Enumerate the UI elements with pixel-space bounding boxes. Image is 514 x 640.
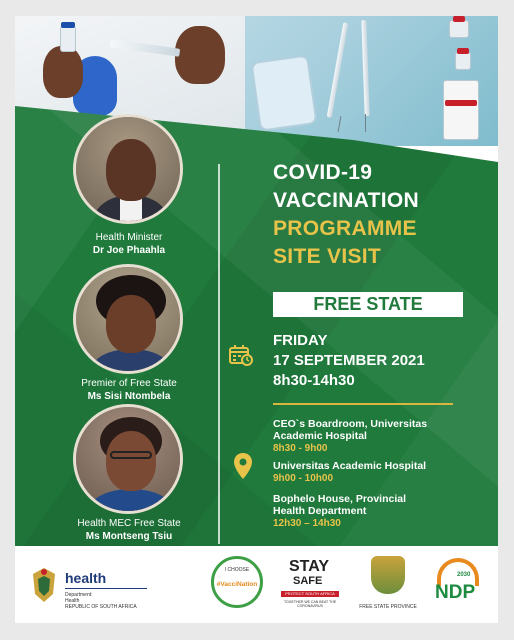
venue-time: 9h00 - 10h00 <box>273 473 334 484</box>
syringe <box>327 22 349 117</box>
event-day: FRIDAY <box>273 332 328 349</box>
event-time: 8h30-14h30 <box>273 372 355 389</box>
vaccine-box <box>443 80 479 140</box>
safe-word: SAFE <box>293 575 323 587</box>
health-subtext: REPUBLIC OF SOUTH AFRICA <box>65 604 137 610</box>
gold-divider <box>273 403 453 405</box>
person-name: Ms Sisi Ntombela <box>87 391 171 402</box>
vaccine-vial <box>455 52 471 70</box>
headline-line: VACCINATION <box>273 189 420 212</box>
venue-name: CEO`s Boardroom, Universitas <box>273 418 428 430</box>
provincial-crest-icon <box>371 556 405 594</box>
free-state-province-logo <box>357 556 419 616</box>
event-date: 17 SEPTEMBER 2021 <box>273 352 425 369</box>
portrait-premier <box>73 264 183 374</box>
free-state-label: FREE STATE PROVINCE <box>359 604 417 610</box>
person-title: Health MEC Free State <box>77 518 181 529</box>
ndp-wordmark: NDP <box>435 582 476 603</box>
venue-name: Universitas Academic Hospital <box>273 460 427 472</box>
portrait-health-minister <box>73 114 183 224</box>
person-title: Health Minister <box>95 232 163 243</box>
calendar-icon <box>229 344 253 366</box>
person-title: Premier of Free State <box>81 378 177 389</box>
health-subtext: Department: <box>65 592 93 598</box>
health-wordmark: health <box>65 570 107 586</box>
venue-name: Bophelo House, Provincial <box>273 493 407 505</box>
stay-safe-logo <box>281 558 339 610</box>
partner-logos-footer <box>15 546 498 623</box>
vertical-divider <box>218 164 220 544</box>
ndp-2030-logo <box>433 558 483 610</box>
venue-time: 8h30 - 9h00 <box>273 443 328 454</box>
event-poster <box>15 16 498 623</box>
headline-line: SITE VISIT <box>273 245 382 268</box>
venue-time: 12h30 – 14h30 <box>273 518 341 529</box>
health-department-logo <box>29 562 169 612</box>
vaccine-vial <box>449 20 469 38</box>
headline-line: COVID-19 <box>273 161 373 184</box>
vaccination-campaign-logo <box>211 556 263 608</box>
face-mask <box>250 54 317 131</box>
vax-tagline: I CHOOSE <box>224 567 250 573</box>
stay-word: STAY <box>289 558 330 575</box>
headline-line: PROGRAMME <box>273 217 417 240</box>
person-name: Ms Montseng Tsiu <box>85 531 173 542</box>
stay-safe-band: PROTECT SOUTH AFRICA <box>285 591 335 596</box>
coat-of-arms-icon <box>29 566 59 606</box>
region-label: FREE STATE <box>273 292 463 317</box>
venue-name: Health Department <box>273 505 367 517</box>
health-subtext: Health <box>65 598 80 604</box>
ndp-year: 2030 <box>457 572 471 578</box>
syringe <box>361 20 369 116</box>
portrait-health-mec <box>73 404 183 514</box>
person-name: Dr Joe Phaahla <box>92 245 166 256</box>
vax-hashtag: #VacciNation <box>216 581 258 588</box>
venue-name: Academic Hospital <box>273 430 367 442</box>
stay-safe-slogan: TOGETHER WE CAN BEAT THE CORONAVIRUS <box>283 600 337 608</box>
map-pin-icon <box>233 452 253 480</box>
